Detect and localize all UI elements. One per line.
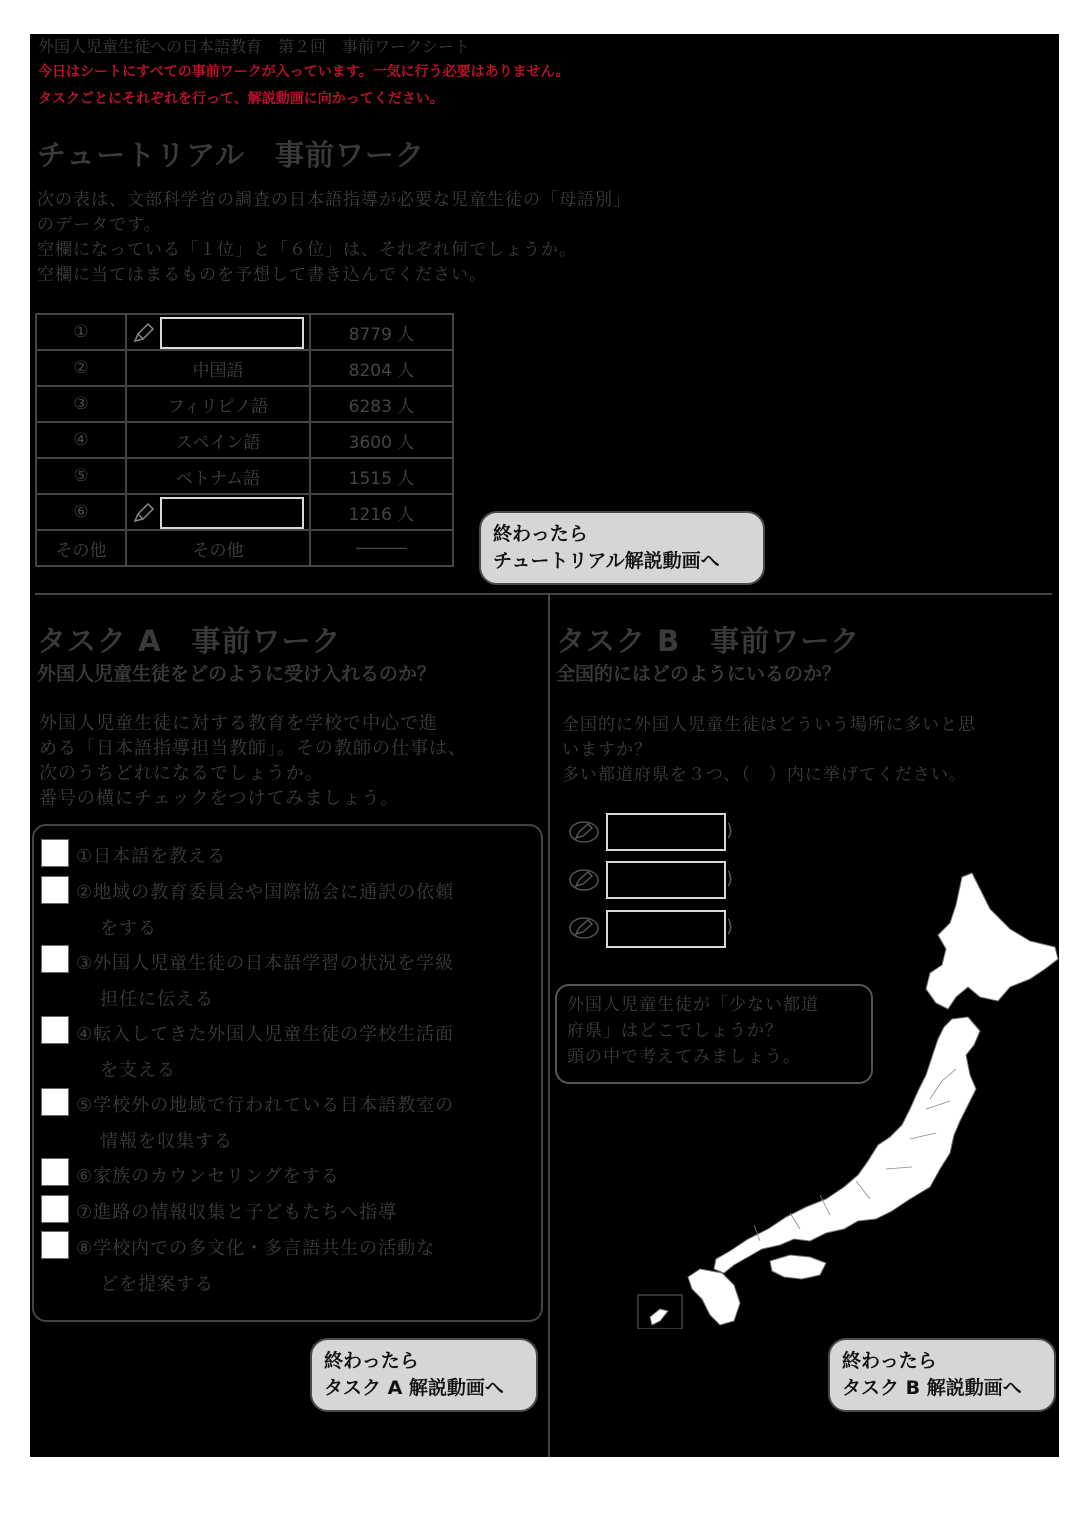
task-a-video-button[interactable] xyxy=(310,1338,538,1412)
instruction-line: 次の表は、文部科学省の調査の日本語指導が必要な児童生徒の「母語別」 xyxy=(37,190,631,210)
option-1-text: ①日本語を教える xyxy=(76,846,227,867)
language-cell: 中国語 xyxy=(126,350,310,386)
pencil-icon xyxy=(568,868,600,892)
button-label: 終わったら xyxy=(493,523,588,545)
table-row xyxy=(36,458,453,494)
rank-cell: その他 xyxy=(36,530,126,566)
hint-line: 外国人児童生徒が「少ない都道 xyxy=(567,995,819,1015)
option-2-text-cont: をする xyxy=(100,918,157,939)
option-3-text-cont: 担任に伝える xyxy=(100,989,214,1010)
pencil-icon xyxy=(133,323,155,343)
closing-paren: ) xyxy=(726,916,734,937)
option-7-checkbox[interactable] xyxy=(41,1195,69,1223)
task-b-heading: タスク B 事前ワーク xyxy=(556,624,861,658)
language-cell: その他 xyxy=(126,530,310,566)
option-8-checkbox[interactable] xyxy=(41,1231,69,1259)
okinawa xyxy=(650,1309,668,1325)
task-b-instructions xyxy=(562,713,976,788)
honshu xyxy=(714,1017,980,1273)
kyushu xyxy=(688,1269,740,1325)
rank-cell: ③ xyxy=(36,386,126,422)
option-6-text: ⑥家族のカウンセリングをする xyxy=(76,1166,340,1187)
option-4-checkbox[interactable] xyxy=(41,1016,69,1044)
prefecture-answer-1[interactable] xyxy=(606,813,726,851)
button-label: 終わったら xyxy=(842,1350,937,1372)
hokkaido xyxy=(926,873,1058,1009)
tutorial-instructions xyxy=(37,188,631,288)
closing-paren: ) xyxy=(726,820,734,841)
option-3-checkbox[interactable] xyxy=(41,945,69,973)
button-label: タスク B 解説動画へ xyxy=(842,1377,1022,1399)
instruction-line: 次のうちどれになるでしょうか。 xyxy=(39,763,324,784)
hint-line: 府県」はどこでしょうか？ xyxy=(567,1021,783,1041)
notice-line-2: タスクごとにそれぞれを行って、解説動画に向かってください。 xyxy=(38,91,444,107)
option-8-text-cont: どを提案する xyxy=(100,1274,214,1295)
count-cell: 8204 人 xyxy=(310,350,453,386)
option-6-checkbox[interactable] xyxy=(41,1158,69,1186)
button-label: 終わったら xyxy=(324,1350,419,1372)
instruction-line: いますか？ xyxy=(562,740,652,760)
instruction-line: 番号の横にチェックをつけてみましょう。 xyxy=(39,788,400,809)
count-cell: ――― xyxy=(310,530,453,566)
rank-cell: ⑤ xyxy=(36,458,126,494)
option-5-text: ⑤学校外の地域で行われている日本語教室の xyxy=(76,1095,455,1116)
option-7-text: ⑦進路の情報収集と子どもたちへ指導 xyxy=(76,1202,398,1223)
pencil-icon xyxy=(568,820,600,844)
rank-cell: ① xyxy=(36,314,126,350)
shikoku xyxy=(770,1255,826,1279)
notice-line-1: 今日はシートにすべての事前ワークが入っています。一気に行う必要はありません。 xyxy=(38,64,570,80)
table-row xyxy=(36,314,453,350)
option-5-text-cont: 情報を収集する xyxy=(100,1131,233,1152)
count-cell: 6283 人 xyxy=(310,386,453,422)
pencil-icon xyxy=(568,916,600,940)
option-4-text-cont: を支える xyxy=(100,1060,176,1081)
answer-blank-rank-1[interactable] xyxy=(160,317,304,349)
section-divider xyxy=(35,593,1052,595)
language-cell xyxy=(126,494,310,530)
language-cell: フィリピノ語 xyxy=(126,386,310,422)
language-cell: ベトナム語 xyxy=(126,458,310,494)
worksheet xyxy=(30,34,1059,1457)
language-table xyxy=(35,313,454,567)
option-5-checkbox[interactable] xyxy=(41,1088,69,1116)
table-row xyxy=(36,422,453,458)
answer-blank-rank-6[interactable] xyxy=(160,497,304,529)
language-cell xyxy=(126,314,310,350)
table-row xyxy=(36,530,453,566)
option-2-text: ②地域の教育委員会や国際協会に通訳の依頼 xyxy=(76,882,455,903)
task-a-subheading: 外国人児童生徒をどのように受け入れるのか？ xyxy=(37,663,437,685)
task-b-video-button[interactable] xyxy=(828,1338,1056,1412)
option-1-checkbox[interactable] xyxy=(41,839,69,867)
count-cell: 1216 人 xyxy=(310,494,453,530)
count-cell: 1515 人 xyxy=(310,458,453,494)
option-3-text: ③外国人児童生徒の日本語学習の状況を学級 xyxy=(76,953,455,974)
worksheet-title: 外国人児童生徒への日本語教育 第２回 事前ワークシート xyxy=(38,37,471,56)
instruction-line: 全国的に外国人児童生徒はどういう場所に多いと思 xyxy=(562,715,976,735)
pencil-icon xyxy=(133,503,155,523)
rank-cell: ② xyxy=(36,350,126,386)
instruction-line: 多い都道府県を３つ、（ ）内に挙げてください。 xyxy=(562,765,967,785)
count-cell: 8779 人 xyxy=(310,314,453,350)
task-b-subheading: 全国的にはどのようにいるのか？ xyxy=(556,663,842,685)
japan-map xyxy=(630,869,1060,1329)
closing-paren: ) xyxy=(726,868,734,889)
rank-cell: ⑥ xyxy=(36,494,126,530)
button-label: タスク A 解説動画へ xyxy=(324,1377,504,1399)
column-divider xyxy=(548,595,550,1457)
task-a-heading: タスク A 事前ワーク xyxy=(37,624,342,658)
table-row xyxy=(36,386,453,422)
option-8-text: ⑧学校内での多文化・多言語共生の活動な xyxy=(76,1238,436,1259)
option-4-text: ④転入してきた外国人児童生徒の学校生活面 xyxy=(76,1024,455,1045)
language-cell: スペイン語 xyxy=(126,422,310,458)
tutorial-heading: チュートリアル 事前ワーク xyxy=(37,138,425,172)
hint-line: 頭の中で考えてみましょう。 xyxy=(567,1047,801,1067)
option-2-checkbox[interactable] xyxy=(41,876,69,904)
instruction-line: 空欄になっている「１位」と「６位」は、それぞれ何でしょうか。 xyxy=(37,240,577,260)
rank-cell: ④ xyxy=(36,422,126,458)
instruction-line: 外国人児童生徒に対する教育を学校で中心で進 xyxy=(39,713,438,734)
instruction-line: める「日本語指導担当教師」。その教師の仕事は、 xyxy=(39,738,467,759)
tutorial-video-button[interactable] xyxy=(479,511,765,585)
table-row xyxy=(36,494,453,530)
button-label: チュートリアル解説動画へ xyxy=(493,550,720,572)
instruction-line: 空欄に当てはまるものを予想して書き込んでください。 xyxy=(37,265,487,285)
task-a-instructions xyxy=(39,711,467,811)
table-row xyxy=(36,350,453,386)
instruction-line: のデータです。 xyxy=(37,215,162,235)
count-cell: 3600 人 xyxy=(310,422,453,458)
